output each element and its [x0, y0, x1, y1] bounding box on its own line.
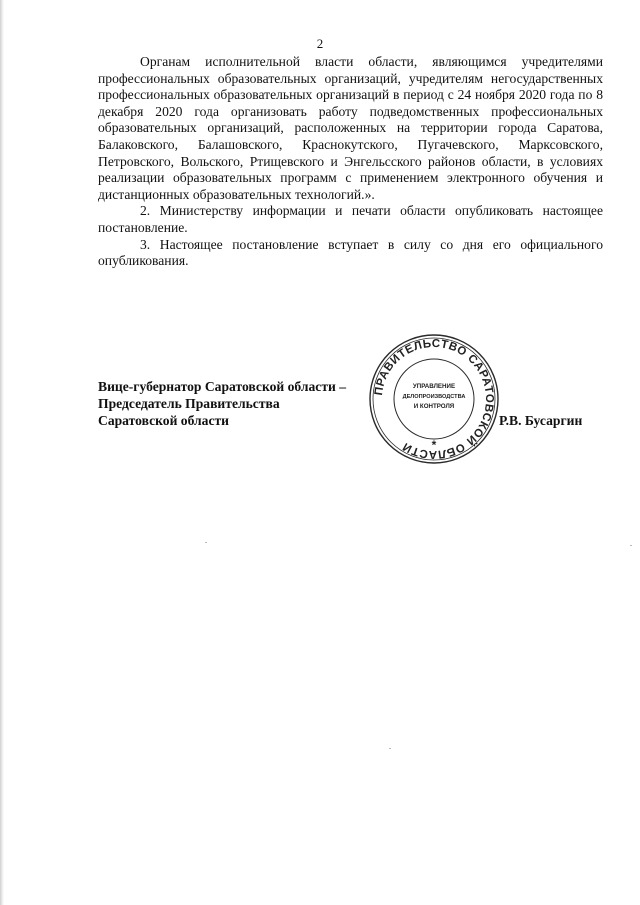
paragraph-1: Органам исполнительной власти области, являющимся учредителями профессиональных образовательных организаций, учредителям негосударственных профессиональных образовательных организаций в период с 24 ноября 2020 года по 8 декабря 2020 года организовать работу подведомственных профессиональных образовательных организаций, расположенных на территории города Саратова, Балаковского, Балашовского, Краснокутского, Пугачевского, Марксовского, Петровского, Вольского, Ртищевского и Энгельсского районов области, в условиях реализации образовательных программ с применением электронного обучения и дистанционных образовательных технологий.». [98, 54, 603, 202]
official-seal [366, 331, 502, 467]
paragraph-2: 2. Министерству информации и печати области опубликовать настоящее постановление. [98, 203, 603, 235]
scan-speck [389, 748, 391, 749]
signatory-position [98, 378, 346, 429]
seal-center-line-3: И КОНТРОЛЯ [413, 403, 455, 410]
scan-speck [205, 542, 207, 543]
paragraph-3: 3. Настоящее постановление вступает в силу со дня его официального опубликования. [98, 236, 603, 269]
seal-star: * [431, 438, 437, 452]
seal-center-line-2: ДЕЛОПРОИЗВОДСТВА [402, 394, 466, 400]
seal-ring-text: ПРАВИТЕЛЬСТВО САРАТОВСКОЙ ОБЛАСТИ [373, 337, 496, 461]
signatory-name: Р.В. Бусаргин [499, 413, 583, 428]
document-body [98, 54, 603, 270]
scan-speck [630, 545, 632, 546]
scan-edge [0, 0, 4, 905]
position-line-3: Саратовской области [98, 413, 230, 428]
seal-center-line-1: УПРАВЛЕНИЕ [412, 383, 456, 390]
position-line-2: Председатель Правительства [98, 396, 280, 411]
position-line-1: Вице-губернатор Саратовской области – [98, 379, 347, 394]
page-number: 2 [316, 36, 324, 51]
